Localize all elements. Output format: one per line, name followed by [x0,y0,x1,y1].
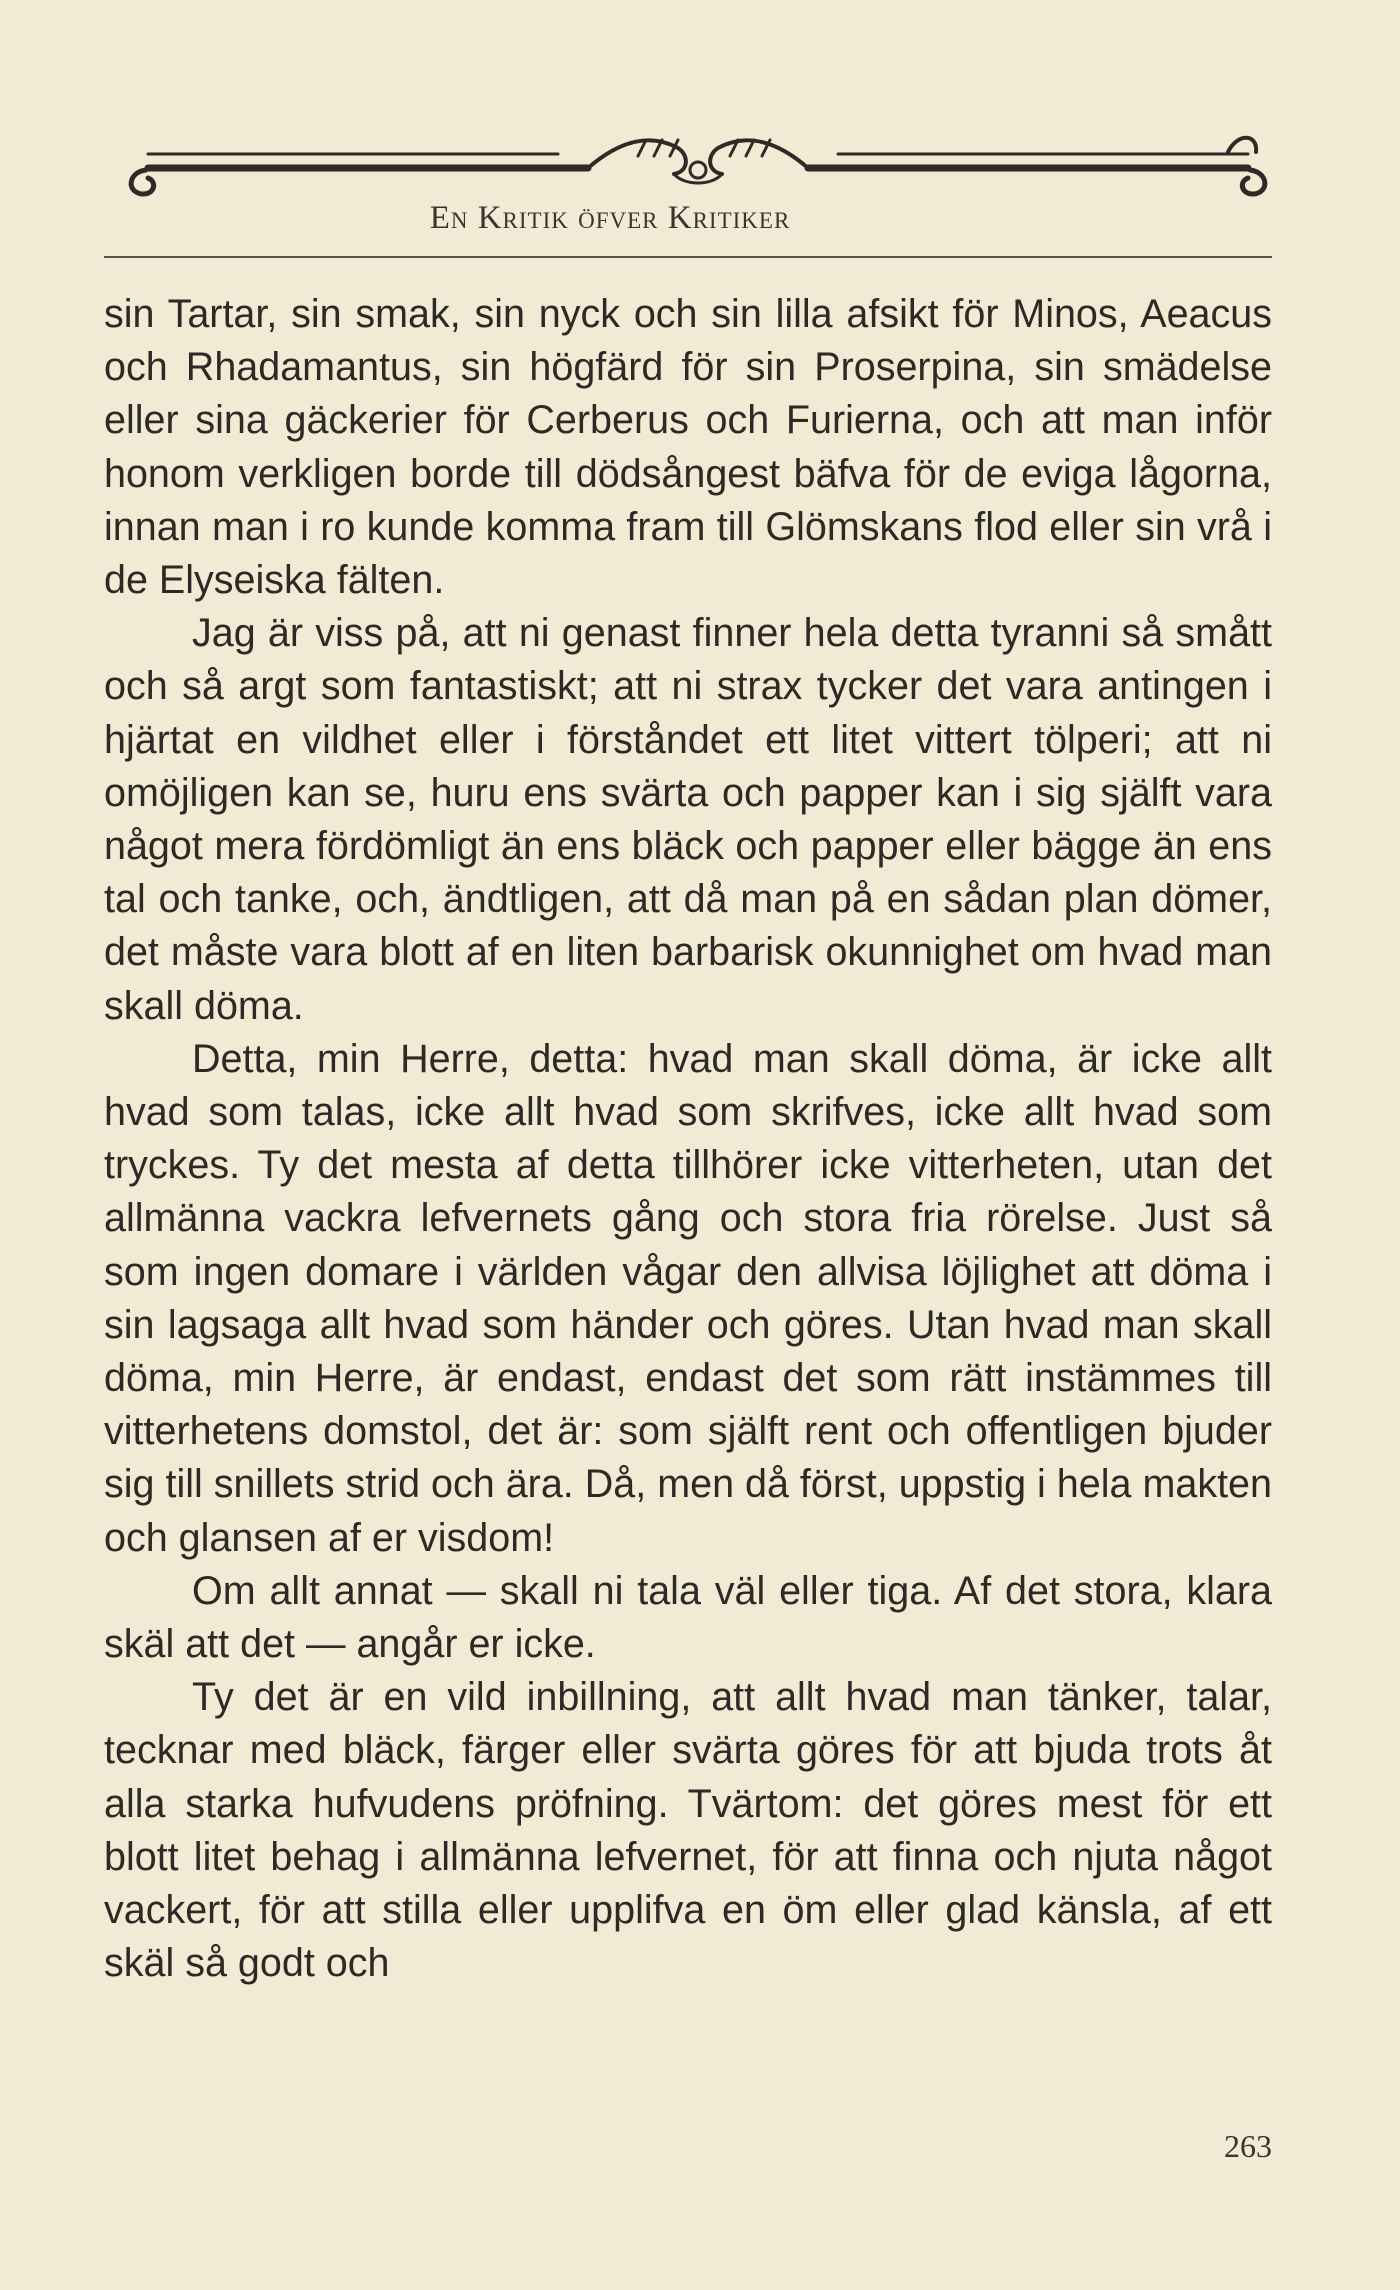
ornamental-header-rule [118,112,1278,212]
paragraph: Jag är viss på, att ni genast finner hela detta tyranni så smått och så argt som fantastiskt; att ni strax tycker det vara antingen i hjärtat en vildhet eller i förståndet ett litet vittert tölperi; att ni omöjligen kan se, huru ens svärta och papper kan i sig själft vara något mera fördömligt än ens bläck och papper eller bägge än ens tal och tanke, och, ändtligen, att då man på en sådan plan dömer, det måste vara blott af en liten barbarisk okunnighet om hvad man skall döma. [104,611,1272,1028]
header-divider [104,256,1272,258]
body-text [104,288,1272,1991]
paragraph: Detta, min Herre, detta: hvad man skall döma, är icke allt hvad som talas, icke allt hvad som skrifves, icke allt hvad som tryckes. Ty det mesta af detta tillhörer icke vitterheten, utan det allmänna vackra lefvernets gång och stora fria rörelse. Just så som ingen domare i världen vågar den allvisa löjlighet att döma i sin lagsaga allt hvad som händer och göres. Utan hvad man skall döma, min Herre, är endast, endast det som rätt instämmes till vitterhetens domstol, det är: som själft rent och offentligen bjuder sig till snillets strid och ära. Då, men då först, uppstig i hela makten och glansen af er visdom! [104,1036,1272,1560]
paragraph: Om allt annat — skall ni tala väl eller tiga. Af det stora, klara skäl att det — angår er icke. [104,1568,1272,1667]
paragraph: sin Tartar, sin smak, sin nyck och sin lilla afsikt för Minos, Aeacus och Rhadamantus, sin högfärd för sin Proserpina, sin smädelse eller sina gäckerier för Cerberus och Furierna, och att man inför honom verkligen borde till dödsångest bäfva för de eviga lågorna, innan man i ro kunde komma fram till Glömskans flod eller sin vrå i de Elyseiska fälten. [104,292,1272,603]
running-head-title: En Kritik öfver Kritiker [429,200,791,236]
paragraph: Ty det är en vild inbillning, att allt hvad man tänker, talar, tecknar med bläck, färger eller svärta göres för att bjuda trots åt alla starka hufvudens pröfning. Tvärtom: det göres mest för ett blott litet behag i allmänna lefvernet, för att finna och njuta något vackert, för att stilla eller upplifva en öm eller glad känsla, af ett skäl så godt och [104,1675,1272,1986]
page-number: 263 [1224,2128,1272,2164]
